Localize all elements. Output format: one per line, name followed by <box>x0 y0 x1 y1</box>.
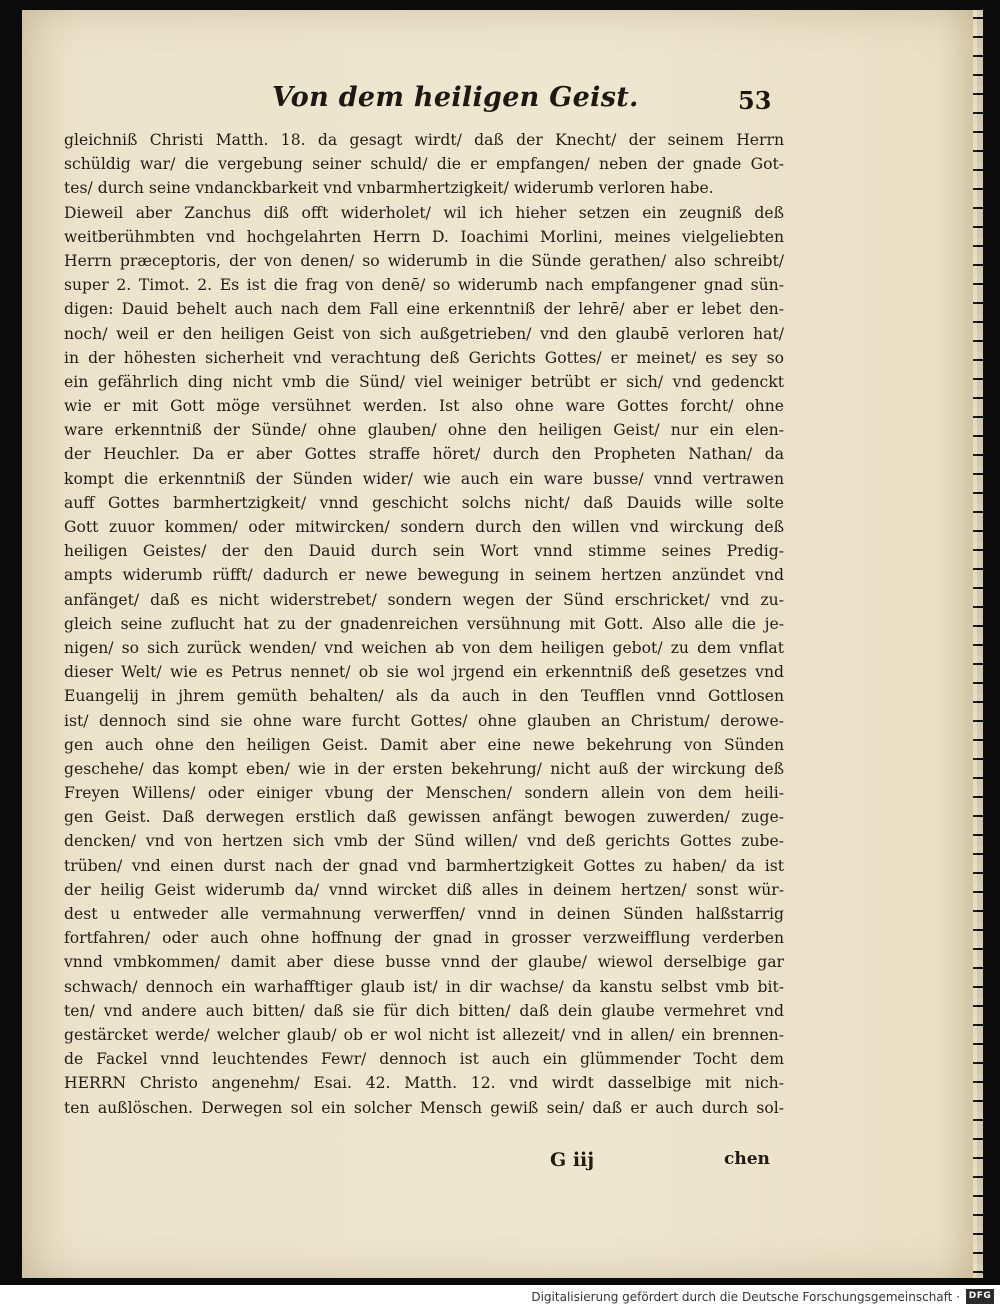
running-title: Von dem heiligen Geist. <box>272 82 639 113</box>
text-line: HERRN Christo angenehm/ Esai. 42. Matth. 12. vnd wirdt dasselbige mit nich- <box>64 1074 784 1093</box>
text-line: dencken/ vnd von hertzen sich vmb der Sünd willen/ vnd deß gerichts Gottes zube- <box>64 832 784 851</box>
text-line: noch/ weil er den heiligen Geist von sich außgetrieben/ vnd den glaubē verloren hat/ <box>64 324 784 343</box>
text-line: ware erkenntniß der Sünde/ ohne glauben/ ohne den heiligen Geist/ nur ein elen- <box>64 421 784 440</box>
text-line: schüldig war/ die vergebung seiner schuld/ die er empfangen/ neben der gnade Got- <box>64 155 784 174</box>
text-line: ein gefährlich ding nicht vmb die Sünd/ viel weiniger betrübt er sich/ vnd gedenckt <box>64 372 784 391</box>
text-line: Freyen Willens/ oder einiger vbung der Menschen/ sondern allein von dem heili- <box>64 784 784 803</box>
text-line: ampts widerumb rüfft/ dadurch er newe bewegung in seinem hertzen anzündet vnd <box>64 566 784 585</box>
text-line: gleichniß Christi Matth. 18. da gesagt wirdt/ daß der Knecht/ der seinem Herrn <box>64 131 784 149</box>
text-line: de Fackel vnnd leuchtendes Fewr/ dennoch ist auch ein glümmender Tocht dem <box>64 1050 784 1069</box>
credit-bar <box>0 1285 1000 1309</box>
text-line: digen: Dauid behelt auch nach dem Fall eine erkenntniß der lehrē/ aber er lebet den- <box>64 300 784 319</box>
text-line: gleich seine zuflucht hat zu der gnadenreichen versühnung mit Gott. Also alle die je- <box>64 614 784 633</box>
text-line: vnnd vmbkommen/ damit aber diese busse vnnd der glaube/ wiewol derselbige gar <box>64 953 784 972</box>
text-line: Dieweil aber Zanchus diß offt widerholet/ wil ich hieher setzen ein zeugniß deß <box>64 203 784 222</box>
text-line: super 2. Timot. 2. Es ist die frag von denē/ so widerumb nach empfangener gnad sün- <box>64 276 784 295</box>
text-line: ten außlöschen. Derwegen sol ein solcher Mensch gewiß sein/ daß er auch durch sol- <box>64 1098 784 1117</box>
dfg-logo: DFG <box>966 1289 994 1304</box>
signature-mark: G iij <box>550 1149 595 1171</box>
book-page <box>22 10 977 1278</box>
text-line: Herrn præceptoris, der von denen/ so widerumb in die Sünde gerathen/ also schreibt/ <box>64 251 784 270</box>
text-line: dest u entweder alle vermahnung verwerffen/ vnnd in deinen Sünden halßstarrig <box>64 905 784 923</box>
text-line: Gott zuuor kommen/ oder mitwircken/ sondern durch den willen vnd wirckung deß <box>64 518 784 536</box>
catchword: chen <box>724 1149 770 1169</box>
text-line: gen auch ohne den heiligen Geist. Damit aber eine newe bekehrung von Sünden <box>64 735 784 754</box>
page-number: 53 <box>738 86 772 115</box>
text-line: dieser Welt/ wie es Petrus nennet/ ob sie wol jrgend ein erkenntniß deß gesetzes vnd <box>64 663 784 682</box>
text-line: geschehe/ das kompt eben/ wie in der ersten bekehrung/ nicht auß der wirckung deß <box>64 759 784 778</box>
text-line: gestärcket werde/ welcher glaub/ ob er wol nicht ist allezeit/ vnd in allen/ ein brennen- <box>64 1025 784 1044</box>
text-line: wie er mit Gott möge versühnet werden. Ist also ohne ware Gottes forcht/ ohne <box>64 397 784 416</box>
text-line: gen Geist. Daß derwegen erstlich daß gewissen anfängt bewogen zuwerden/ zuge- <box>64 808 784 827</box>
page-header <box>22 82 977 122</box>
text-line: heiligen Geistes/ der den Dauid durch sein Wort vnnd stimme seines Predig- <box>64 542 784 561</box>
text-line: weitberühmbten vnd hochgelahrten Herrn D. Ioachimi Morlini, meines vielgeliebten <box>64 227 784 246</box>
page-footer <box>22 1149 977 1175</box>
text-line: in der höhesten sicherheit vnd verachtung deß Gerichts Gottes/ er meinet/ es sey so <box>64 348 784 367</box>
funding-credit: Digitalisierung gefördert durch die Deutsche Forschungsgemeinschaft · <box>531 1290 960 1304</box>
text-line: der heilig Geist widerumb da/ vnnd wircket diß alles in deinem hertzen/ sonst wür- <box>64 880 784 899</box>
text-line: ist/ dennoch sind sie ohne ware furcht Gottes/ ohne glauben an Christum/ derowe- <box>64 711 784 730</box>
text-line: fortfahren/ oder auch ohne hoffnung der gnad in grosser verzweifflung verderben <box>64 929 784 948</box>
text-line: kompt die erkenntniß der Sünden wider/ wie auch ein ware busse/ vnnd vertrawen <box>64 469 784 488</box>
text-line: auff Gottes barmhertzigkeit/ vnnd geschicht solchs nicht/ daß Dauids wille solte <box>64 493 784 512</box>
text-line: tes/ durch seine vndanckbarkeit vnd vnbarmhertzigkeit/ widerumb verloren habe. <box>64 179 714 198</box>
text-line: der Heuchler. Da er aber Gottes straffe höret/ durch den Propheten Nathan/ da <box>64 445 784 464</box>
text-line: nigen/ so sich zurück wenden/ vnd weichen ab von dem heiligen gebot/ zu dem vnflat <box>64 638 784 657</box>
text-line: ten/ vnd andere auch bitten/ daß sie für dich bitten/ daß dein glaube vermehret vnd <box>64 1001 784 1020</box>
text-line: schwach/ dennoch ein warhafftiger glaub ist/ in dir wachse/ da kanstu selbst vmb bit- <box>64 977 784 996</box>
text-line: anfänget/ daß es nicht widerstrebet/ sondern wegen der Sünd erschricket/ vnd zu- <box>64 590 784 609</box>
body-text <box>64 128 784 1120</box>
text-line: trüben/ vnd einen durst nach der gnad vnd barmhertzigkeit Gottes zu haben/ da ist <box>64 856 784 875</box>
text-line: Euangelij in jhrem gemüth behalten/ als da auch in den Teufflen vnnd Gottlosen <box>64 687 784 706</box>
